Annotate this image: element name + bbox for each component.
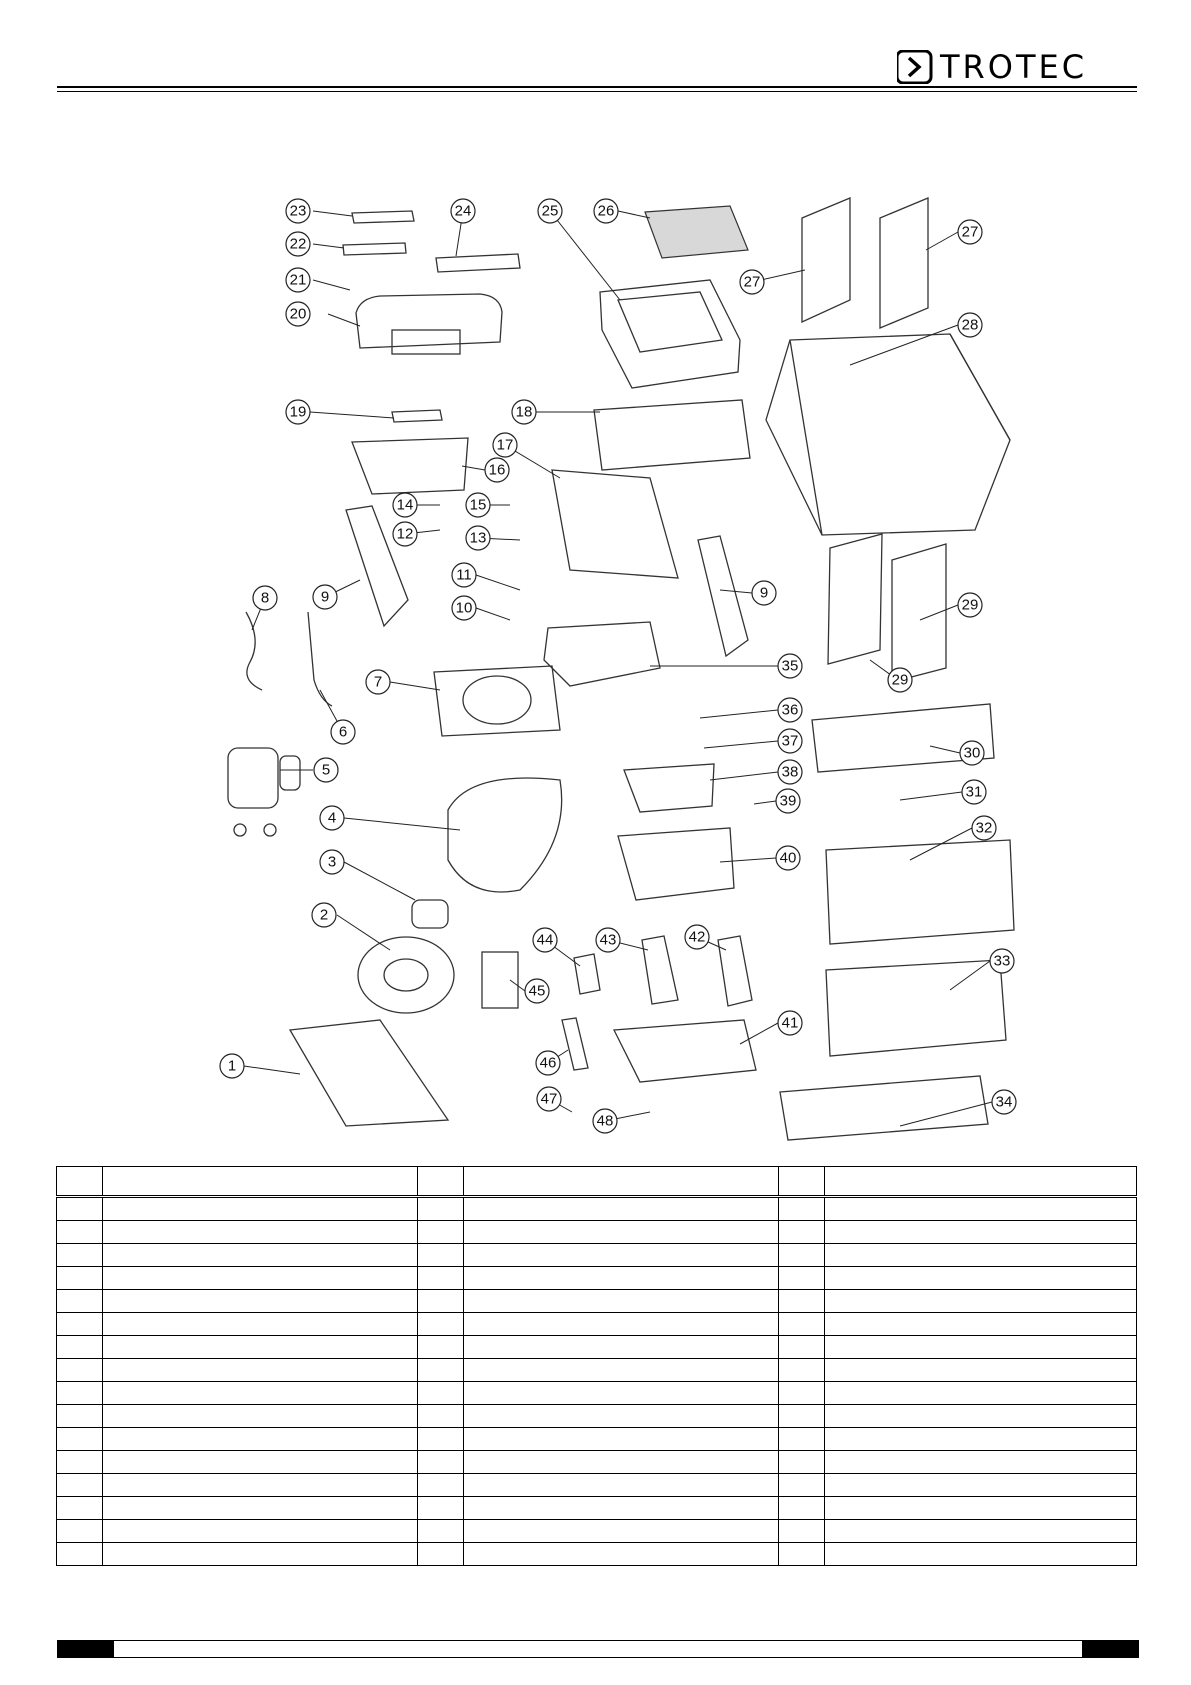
footer-block-right xyxy=(1082,1641,1138,1657)
callout-26 xyxy=(594,199,618,223)
cell-number xyxy=(418,1405,464,1428)
svg-text:24: 24 xyxy=(454,202,472,220)
callout-15 xyxy=(466,493,490,517)
cell-number xyxy=(57,1313,103,1336)
cell-number xyxy=(418,1197,464,1221)
callout-40 xyxy=(776,846,800,870)
cell-description xyxy=(825,1474,1137,1497)
svg-text:47: 47 xyxy=(540,1090,558,1108)
svg-text:15: 15 xyxy=(469,496,487,514)
table-row xyxy=(57,1290,1137,1313)
cell-description xyxy=(825,1520,1137,1543)
cell-number xyxy=(418,1359,464,1382)
cell-number xyxy=(57,1197,103,1221)
cell-number xyxy=(779,1474,825,1497)
cell-description xyxy=(464,1382,779,1405)
cell-number xyxy=(779,1359,825,1382)
cell-number xyxy=(57,1451,103,1474)
callout-1 xyxy=(220,1054,244,1078)
cell-number xyxy=(57,1336,103,1359)
cell-description xyxy=(464,1474,779,1497)
cell-description xyxy=(103,1520,418,1543)
cell-description xyxy=(825,1497,1137,1520)
callout-20 xyxy=(286,302,310,326)
callout-9b xyxy=(752,581,776,605)
callout-42 xyxy=(685,925,709,949)
callout-7 xyxy=(366,670,390,694)
cell-number xyxy=(57,1244,103,1267)
svg-text:17: 17 xyxy=(496,436,514,454)
callout-13 xyxy=(466,526,490,550)
cell-number xyxy=(779,1405,825,1428)
cell-number xyxy=(418,1382,464,1405)
table-row xyxy=(57,1520,1137,1543)
cell-number xyxy=(57,1290,103,1313)
svg-text:30: 30 xyxy=(963,744,981,762)
callout-38 xyxy=(778,760,802,784)
table-row xyxy=(57,1197,1137,1221)
cell-number xyxy=(418,1336,464,1359)
svg-text:29: 29 xyxy=(961,596,979,614)
cell-number xyxy=(418,1221,464,1244)
svg-text:19: 19 xyxy=(289,403,307,421)
table-row xyxy=(57,1428,1137,1451)
table-row xyxy=(57,1359,1137,1382)
callout-46 xyxy=(536,1051,560,1075)
svg-text:45: 45 xyxy=(528,982,546,1000)
cell-description xyxy=(103,1313,418,1336)
svg-text:12: 12 xyxy=(396,525,414,543)
cell-number xyxy=(779,1197,825,1221)
callout-29a xyxy=(888,668,912,692)
callout-19 xyxy=(286,400,310,424)
cell-description xyxy=(825,1313,1137,1336)
cell-description xyxy=(464,1405,779,1428)
header-desc-3 xyxy=(825,1167,1137,1197)
table-row xyxy=(57,1497,1137,1520)
cell-number xyxy=(57,1221,103,1244)
cell-description xyxy=(103,1428,418,1451)
svg-text:27: 27 xyxy=(743,273,761,291)
callout-21 xyxy=(286,268,310,292)
cell-description xyxy=(464,1313,779,1336)
cell-description xyxy=(103,1497,418,1520)
cell-number xyxy=(57,1382,103,1405)
cell-description xyxy=(825,1197,1137,1221)
callout-10 xyxy=(452,596,476,620)
table-row xyxy=(57,1267,1137,1290)
svg-text:13: 13 xyxy=(469,529,487,547)
header-rule-thin xyxy=(57,91,1137,92)
cell-description xyxy=(464,1520,779,1543)
cell-number xyxy=(779,1428,825,1451)
svg-text:35: 35 xyxy=(781,657,799,675)
svg-text:3: 3 xyxy=(327,853,337,871)
svg-text:41: 41 xyxy=(781,1014,799,1032)
cell-number xyxy=(779,1543,825,1566)
cell-description xyxy=(825,1336,1137,1359)
svg-text:32: 32 xyxy=(975,819,993,837)
callout-11 xyxy=(452,563,476,587)
callouts xyxy=(220,199,1016,1133)
svg-text:34: 34 xyxy=(995,1093,1013,1111)
cell-number xyxy=(418,1244,464,1267)
header-no-1 xyxy=(57,1167,103,1197)
cell-number xyxy=(418,1497,464,1520)
cell-description xyxy=(825,1359,1137,1382)
cell-description xyxy=(103,1290,418,1313)
cell-description xyxy=(464,1197,779,1221)
cell-number xyxy=(779,1244,825,1267)
callout-35 xyxy=(778,654,802,678)
table-row xyxy=(57,1244,1137,1267)
cell-number xyxy=(779,1221,825,1244)
svg-text:43: 43 xyxy=(599,931,617,949)
cell-description xyxy=(103,1405,418,1428)
cell-description xyxy=(825,1451,1137,1474)
cell-description xyxy=(464,1267,779,1290)
callout-6 xyxy=(331,720,355,744)
cell-number xyxy=(779,1336,825,1359)
callout-22 xyxy=(286,232,310,256)
exploded-view-svg xyxy=(0,180,1191,1160)
cell-description xyxy=(464,1451,779,1474)
callout-18 xyxy=(512,400,536,424)
footer-bar xyxy=(57,1640,1139,1658)
table-row xyxy=(57,1382,1137,1405)
brand-name: TROTEC xyxy=(940,48,1088,86)
cell-description xyxy=(464,1428,779,1451)
svg-text:20: 20 xyxy=(289,305,307,323)
svg-text:40: 40 xyxy=(779,849,797,867)
callout-23 xyxy=(286,199,310,223)
callout-41 xyxy=(778,1011,802,1035)
cell-description xyxy=(464,1497,779,1520)
svg-text:48: 48 xyxy=(596,1112,614,1130)
svg-text:27: 27 xyxy=(961,223,979,241)
cell-number xyxy=(57,1359,103,1382)
callout-14 xyxy=(393,493,417,517)
cell-description xyxy=(464,1221,779,1244)
cell-description xyxy=(825,1543,1137,1566)
cell-number xyxy=(779,1267,825,1290)
cell-description xyxy=(825,1428,1137,1451)
cell-description xyxy=(103,1543,418,1566)
svg-text:39: 39 xyxy=(779,792,797,810)
svg-text:4: 4 xyxy=(327,809,337,827)
svg-text:44: 44 xyxy=(536,931,554,949)
svg-text:46: 46 xyxy=(539,1054,557,1072)
cell-number xyxy=(57,1428,103,1451)
svg-text:16: 16 xyxy=(488,461,506,479)
callout-33 xyxy=(990,949,1014,973)
header-desc-2 xyxy=(464,1167,779,1197)
header-no-3 xyxy=(779,1167,825,1197)
svg-text:11: 11 xyxy=(456,566,472,584)
table-row xyxy=(57,1313,1137,1336)
cell-number xyxy=(779,1520,825,1543)
cell-description xyxy=(825,1382,1137,1405)
svg-text:23: 23 xyxy=(289,202,307,220)
cell-number xyxy=(418,1428,464,1451)
cell-description xyxy=(103,1359,418,1382)
svg-text:31: 31 xyxy=(965,783,983,801)
svg-text:18: 18 xyxy=(515,403,533,421)
callout-4 xyxy=(320,806,344,830)
header-desc-1 xyxy=(103,1167,418,1197)
svg-text:22: 22 xyxy=(289,235,307,253)
svg-text:36: 36 xyxy=(781,701,799,719)
cell-number xyxy=(418,1451,464,1474)
leader-lines xyxy=(244,211,992,1126)
cell-number xyxy=(418,1520,464,1543)
callout-17 xyxy=(493,433,517,457)
parts-list-table xyxy=(56,1166,1137,1566)
callout-32 xyxy=(972,816,996,840)
cell-description xyxy=(103,1267,418,1290)
table-row xyxy=(57,1451,1137,1474)
svg-text:9: 9 xyxy=(759,584,769,602)
cell-number xyxy=(57,1543,103,1566)
callout-47 xyxy=(537,1087,561,1111)
callout-5 xyxy=(314,758,338,782)
cell-number xyxy=(418,1313,464,1336)
cell-description xyxy=(464,1244,779,1267)
svg-text:1: 1 xyxy=(227,1057,237,1075)
callout-24 xyxy=(451,199,475,223)
svg-text:8: 8 xyxy=(260,589,270,607)
cell-number xyxy=(418,1267,464,1290)
callout-39 xyxy=(776,789,800,813)
svg-text:29: 29 xyxy=(891,671,909,689)
cell-number xyxy=(57,1520,103,1543)
table-row xyxy=(57,1336,1137,1359)
cell-number xyxy=(779,1313,825,1336)
cell-description xyxy=(103,1221,418,1244)
cell-description xyxy=(464,1336,779,1359)
callout-16 xyxy=(485,458,509,482)
callout-8 xyxy=(253,586,277,610)
svg-text:25: 25 xyxy=(541,202,559,220)
svg-text:33: 33 xyxy=(993,952,1011,970)
cell-number xyxy=(57,1474,103,1497)
callout-28 xyxy=(958,313,982,337)
cell-number xyxy=(57,1405,103,1428)
cell-description xyxy=(103,1382,418,1405)
svg-text:26: 26 xyxy=(597,202,615,220)
callout-36 xyxy=(778,698,802,722)
cell-description xyxy=(103,1244,418,1267)
callout-2 xyxy=(312,903,336,927)
cell-description xyxy=(825,1244,1137,1267)
svg-text:7: 7 xyxy=(373,673,383,691)
svg-text:10: 10 xyxy=(455,599,473,617)
cell-description xyxy=(825,1290,1137,1313)
cell-description xyxy=(103,1197,418,1221)
cell-description xyxy=(825,1221,1137,1244)
callout-43 xyxy=(596,928,620,952)
svg-text:9: 9 xyxy=(320,588,330,606)
svg-text:14: 14 xyxy=(396,496,414,514)
callout-29b xyxy=(958,593,982,617)
cell-number xyxy=(779,1451,825,1474)
table-row xyxy=(57,1221,1137,1244)
cell-number xyxy=(418,1474,464,1497)
table-row xyxy=(57,1405,1137,1428)
callout-25 xyxy=(538,199,562,223)
table-row xyxy=(57,1543,1137,1566)
svg-text:28: 28 xyxy=(961,316,979,334)
cell-number xyxy=(418,1543,464,1566)
cell-description xyxy=(464,1543,779,1566)
cell-number xyxy=(779,1497,825,1520)
parts-table-body xyxy=(57,1197,1137,1566)
svg-text:2: 2 xyxy=(319,906,329,924)
cell-description xyxy=(825,1267,1137,1290)
cell-number xyxy=(779,1290,825,1313)
callout-27a xyxy=(740,270,764,294)
callout-37 xyxy=(778,729,802,753)
callout-30 xyxy=(960,741,984,765)
header-no-2 xyxy=(418,1167,464,1197)
svg-text:21: 21 xyxy=(289,271,307,289)
cell-number xyxy=(418,1290,464,1313)
cell-description xyxy=(464,1290,779,1313)
svg-text:6: 6 xyxy=(338,723,348,741)
callout-48 xyxy=(593,1109,617,1133)
parts-table-header xyxy=(57,1167,1137,1197)
callout-9a xyxy=(313,585,337,609)
callout-45 xyxy=(525,979,549,1003)
cell-number xyxy=(57,1267,103,1290)
callout-34 xyxy=(992,1090,1016,1114)
cell-description xyxy=(103,1451,418,1474)
svg-text:42: 42 xyxy=(688,928,706,946)
cell-description xyxy=(464,1359,779,1382)
header-rule xyxy=(57,86,1137,88)
footer-block-left xyxy=(58,1641,114,1657)
cell-number xyxy=(779,1382,825,1405)
callout-27b xyxy=(958,220,982,244)
cell-number xyxy=(57,1497,103,1520)
exploded-view-drawing xyxy=(0,180,1191,1160)
cell-description xyxy=(103,1474,418,1497)
callout-31 xyxy=(962,780,986,804)
table-row xyxy=(57,1474,1137,1497)
callout-12 xyxy=(393,522,417,546)
cell-description xyxy=(825,1405,1137,1428)
svg-text:38: 38 xyxy=(781,763,799,781)
callout-3 xyxy=(320,850,344,874)
svg-text:37: 37 xyxy=(781,732,799,750)
callout-44 xyxy=(533,928,557,952)
svg-text:5: 5 xyxy=(321,761,331,779)
cell-description xyxy=(103,1336,418,1359)
